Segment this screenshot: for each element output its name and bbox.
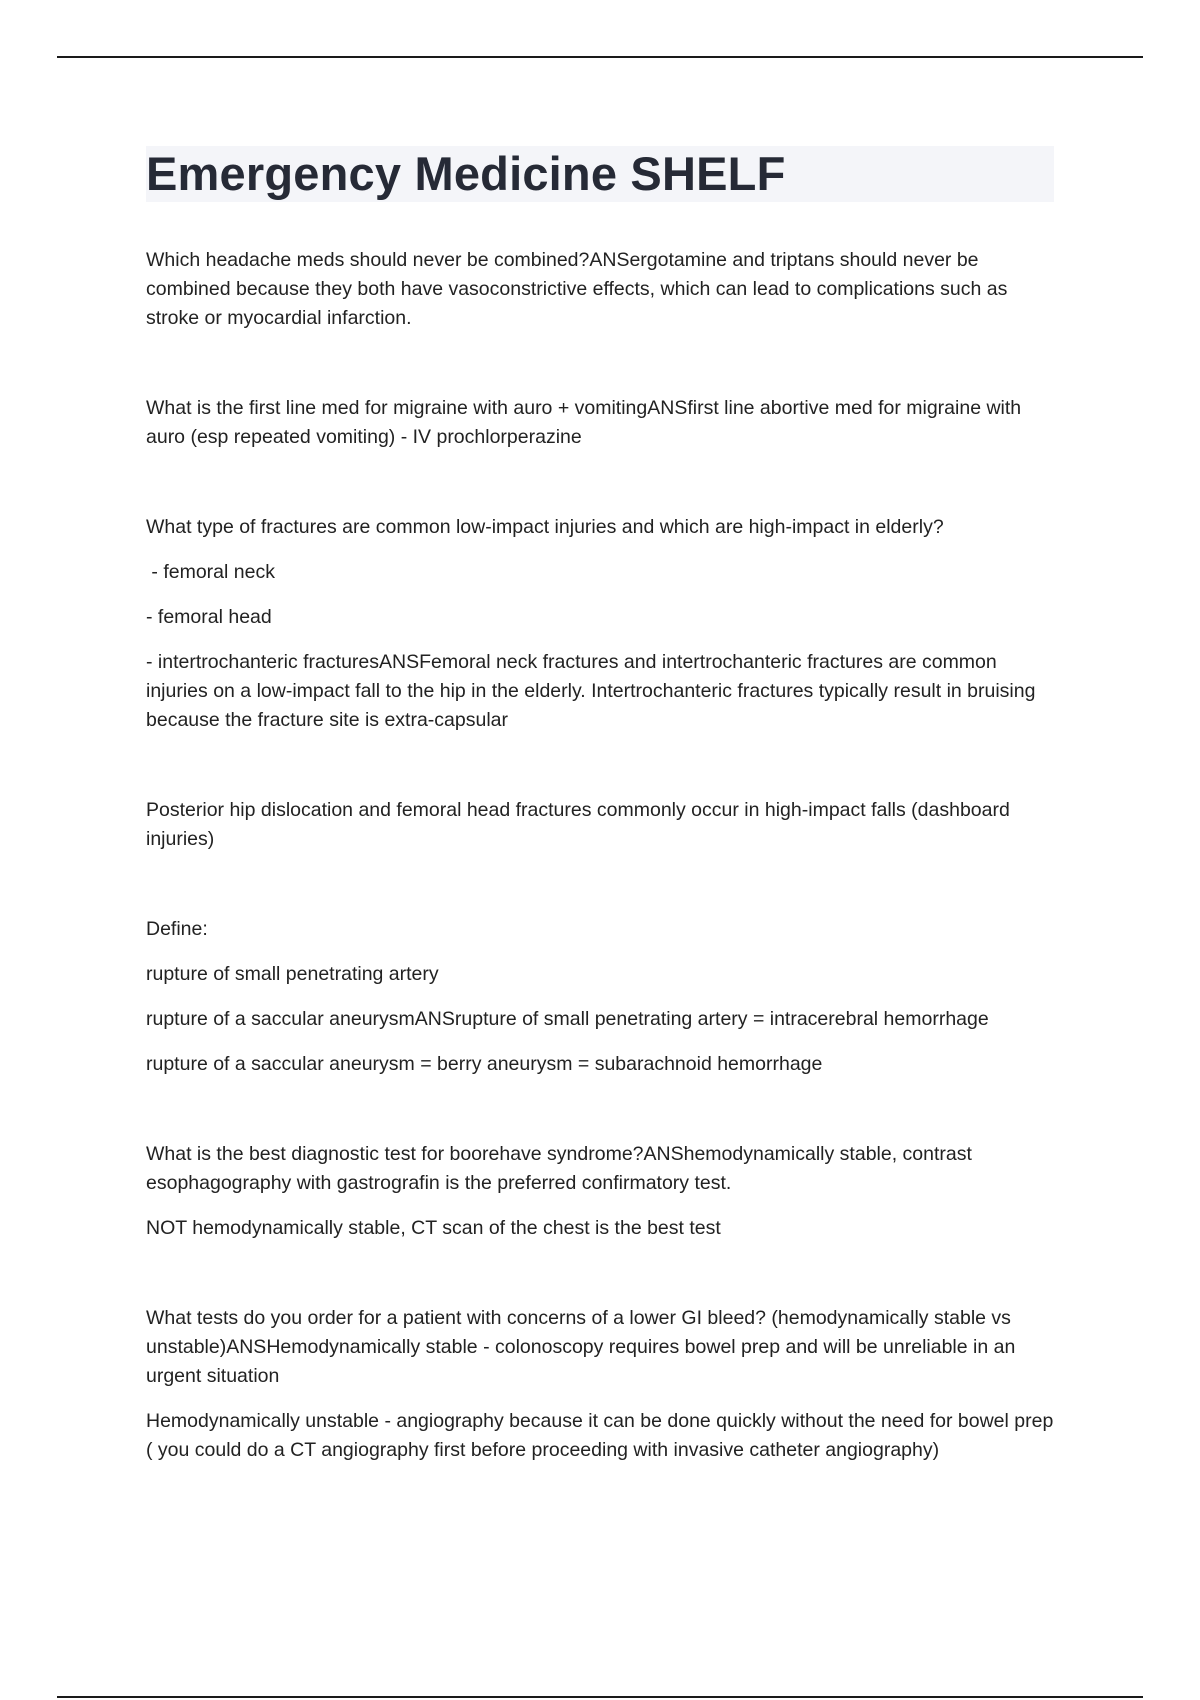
paragraph: NOT hemodynamically stable, CT scan of the chest is the best test <box>146 1217 721 1239</box>
top-rule <box>57 56 1143 58</box>
bottom-rule <box>57 1696 1143 1698</box>
paragraph: - intertrochanteric fracturesANSFemoral neck fractures and intertrochanteric fractures are common injuries on a low-impact fall to the hip in the elderly. Intertrochanteric fractures typically result in bruising because the fracture site is extra-capsular <box>146 651 1036 731</box>
paragraph: rupture of a saccular aneurysmANSrupture of small penetrating artery = intracerebral hemorrhage <box>146 1008 989 1030</box>
paragraph: What type of fractures are common low-impact injuries and which are high-impact in elderly? <box>146 516 944 538</box>
paragraph: rupture of small penetrating artery <box>146 963 439 985</box>
paragraph: - femoral head <box>146 606 272 628</box>
paragraph: Define: <box>146 918 208 940</box>
paragraph: Hemodynamically unstable - angiography because it can be done quickly without the need for bowel prep ( you could do a CT angiography first before proceeding with invasive catheter angiography) <box>146 1410 1054 1461</box>
paragraph: Which headache meds should never be combined?ANSergotamine and triptans should never be combined because they both have vasoconstrictive effects, which can lead to complications such as stroke or myocardial infarction. <box>146 249 1008 329</box>
paragraph: What is the first line med for migraine with auro + vomitingANSfirst line abortive med for migraine with auro (esp repeated vomiting) - IV prochlorperazine <box>146 397 1022 448</box>
document-body <box>146 246 1058 1465</box>
page-title: Emergency Medicine SHELF <box>146 147 786 200</box>
paragraph: - femoral neck <box>146 561 275 583</box>
paragraph: What is the best diagnostic test for boorehave syndrome?ANShemodynamically stable, contrast esophagography with gastrografin is the preferred confirmatory test. <box>146 1143 972 1194</box>
paragraph: Posterior hip dislocation and femoral head fractures commonly occur in high-impact falls (dashboard injuries) <box>146 799 1010 850</box>
paragraph: What tests do you order for a patient with concerns of a lower GI bleed? (hemodynamically stable vs unstable)ANSHemodynamically stable - colonoscopy requires bowel prep and will be unreliable in an urgent situation <box>146 1307 1016 1387</box>
paragraph: rupture of a saccular aneurysm = berry aneurysm = subarachnoid hemorrhage <box>146 1053 823 1075</box>
